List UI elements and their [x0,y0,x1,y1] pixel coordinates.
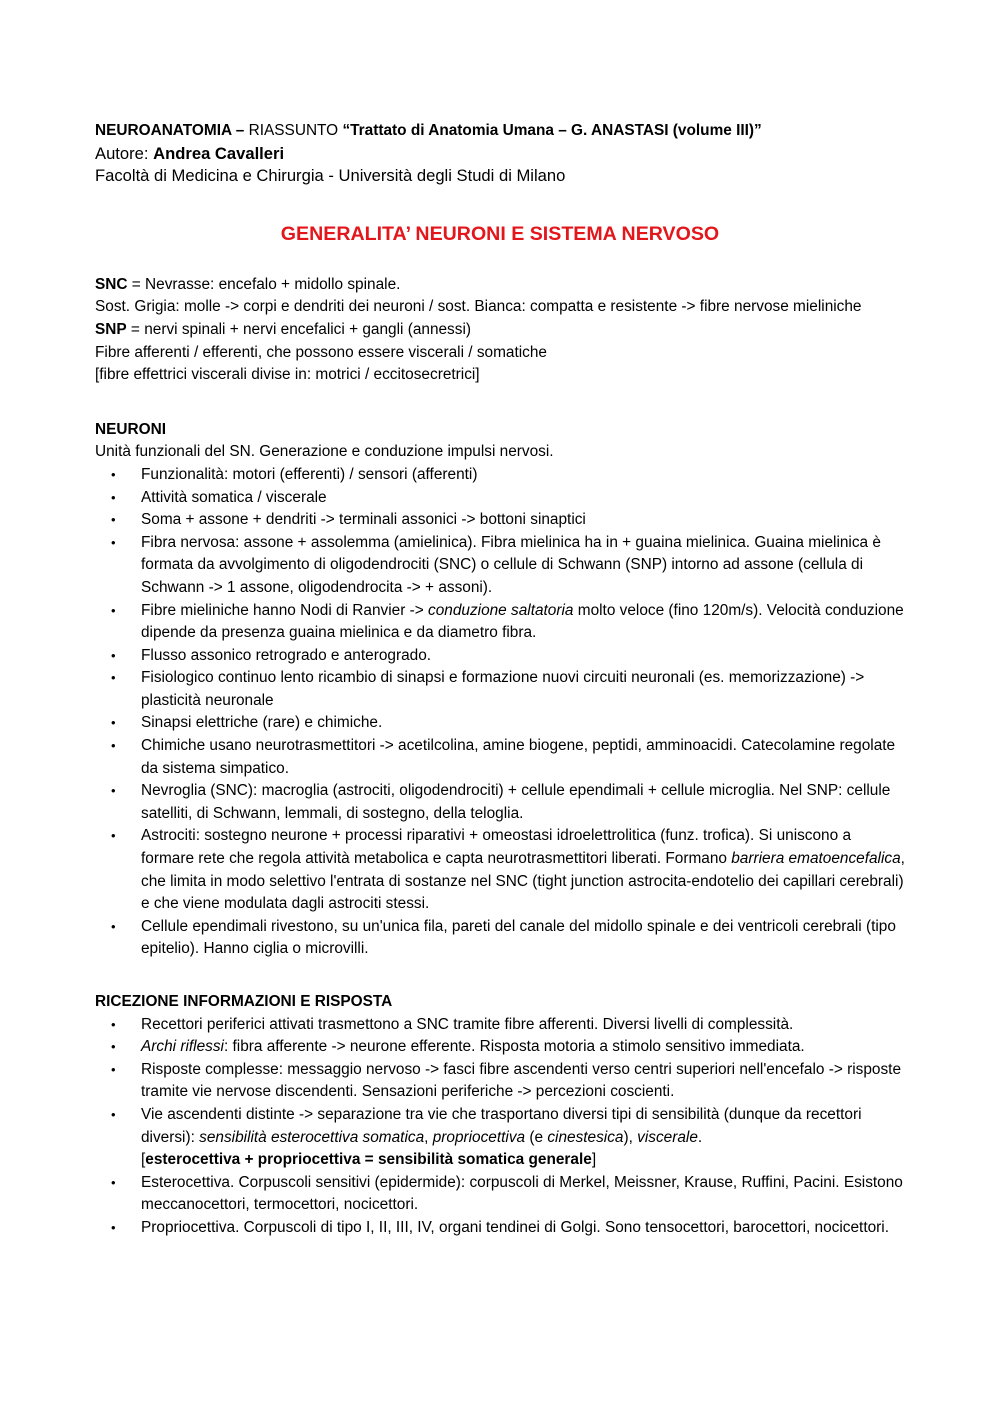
list-item-text: Astrociti: sostegno neurone + processi riparativi + omeostasi idroelettrolitica (funz. trofica). Si uniscono a formare rete che regola attività metabolica e capta neurotrasmettitori liberati. Formano [141,827,852,868]
bullet-icon: • [111,512,116,528]
header-faculty-line: Facoltà di Medicina e Chirurgia - Università degli Studi di Milano [95,166,566,186]
list-item [95,712,905,735]
list-item [95,1104,905,1172]
list-item-text: , che limita in modo selettivo l'entrata di sostanze nel SNC (tight junction astrocita-endotelio dei capillari cerebrali) e che viene modulata dagli astrociti stessi. [141,850,905,913]
list-item [95,1172,905,1217]
list-item-text: . [697,1128,703,1146]
list-item [95,532,905,600]
list-item [95,1036,905,1059]
header-course-line [95,120,905,143]
header-author-line [95,143,905,166]
list-item-emphasis: viscerale [637,1128,698,1146]
list-item [95,487,905,510]
book-title: “Trattato di Anatomia Umana – G. ANASTASI (volume III)” [342,122,762,139]
author-name: Andrea Cavalleri [153,143,285,163]
bullet-icon: • [111,1016,116,1032]
list-item-text: Recettori periferici attivati trasmettono a SNC tramite fibre afferenti. Diversi livelli di complessità. [141,1015,794,1033]
list-item [95,735,905,780]
snp-definition [95,319,905,342]
list-item-text: Fibra nervosa: assone + assolemma (amielinica). Fibra mielinica ha in + guaina mielinica. Guaina mielinica è formata da avvolgimento di oligodendrociti (SNC) o cellule di Schwann (SNP) intorno ad assone (cellula di Schwann -> 1 assone, oligodendrocita -> + assoni). [141,533,881,596]
list-item [95,1014,905,1037]
section-heading-ricezione: RICEZIONE INFORMAZIONI E RISPOSTA [95,993,393,1010]
bullet-icon: • [111,1061,116,1077]
list-item-text: molto veloce (fino 120m/s). Velocità conduzione dipende da presenza guaina mielinica e da diametro fibra. [141,601,904,642]
neuroni-list [95,464,905,961]
section-heading-neuroni: NEURONI [95,420,166,438]
list-item-text: Flusso assonico retrogrado e anterogrado. [141,646,432,664]
snp-label: SNP [95,320,127,338]
list-item-strong: esterocettiva + propriocettiva = sensibilità somatica generale [145,1151,592,1169]
list-item-emphasis: barriera ematoencefalica [731,850,901,868]
document-title: GENERALITA’ NEURONI E SISTEMA NERVOSO [280,222,720,245]
list-item-text: [ [141,1151,146,1169]
list-item-text: Vie ascendenti distinte -> separazione tra vie che trasportano diversi tipi di sensibilità (dunque da recettori diversi): [141,1105,862,1146]
bullet-icon: • [111,1174,116,1190]
ricezione-list [95,1014,905,1240]
fibre-effettrici-note: [fibre effettrici viscerali divise in: motrici / eccitosecretrici] [95,366,480,384]
bullet-icon: • [111,918,116,934]
fibre-definition: Fibre afferenti / efferenti, che possono essere viscerali / somatiche [95,343,547,361]
sostanza-definition: Sost. Grigia: molle -> corpi e dendriti dei neuroni / sost. Bianca: compatta e resistente -> fibre nervose mieliniche [95,298,862,316]
list-item-text: Soma + assone + dendriti -> terminali assonici -> bottoni sinaptici [141,511,586,529]
list-item-emphasis: Archi riflessi [141,1038,224,1056]
list-item-text: , [424,1128,433,1146]
list-item-emphasis: cinestesica [547,1128,624,1146]
list-item-text: Chimiche usano neurotrasmettitori -> acetilcolina, amine biogene, peptidi, amminoacidi. Catecolamine regolate da sistema simpatico. [141,737,896,777]
bullet-icon: • [111,783,116,799]
list-item [95,780,905,825]
snc-label: SNC [95,275,128,293]
bullet-icon: • [111,602,116,618]
bullet-icon: • [111,1106,116,1122]
snc-definition [95,274,905,297]
list-item [95,667,905,712]
course-name: NEUROANATOMIA [95,122,232,139]
bullet-icon: • [111,466,116,482]
author-label: Autore: [95,143,154,163]
list-item [95,1217,905,1240]
list-item-emphasis: sensibilità esterocettiva somatica [199,1128,425,1146]
list-item [95,509,905,532]
list-item [95,1059,905,1104]
list-item-text: (e [525,1128,548,1146]
list-item-text: ), [623,1128,638,1146]
list-item-text: : fibra afferente -> neurone efferente. Risposta motoria a stimolo sensitivo immediata. [223,1038,805,1056]
summary-label: RIASSUNTO [248,122,343,139]
list-item [95,645,905,668]
bullet-icon: • [111,1039,116,1055]
bullet-icon: • [111,670,116,686]
list-item-text: Nevroglia (SNC): macroglia (astrociti, oligodendrociti) + cellule ependimali + cellule microglia. Nel SNP: cellule satelliti, di Schwann, lemmali, di sostegno, della teloglia. [141,782,891,822]
bullet-icon: • [111,828,116,844]
list-item-text: Attività somatica / viscerale [141,488,327,506]
bullet-icon: • [111,647,116,663]
list-item-text: Funzionalità: motori (efferenti) / sensori (afferenti) [141,465,478,483]
list-item-text: Fibre mieliniche hanno Nodi di Ranvier -> [141,601,429,619]
list-item-text: Fisiologico continuo lento ricambio di sinapsi e formazione nuovi circuiti neuronali (es. memorizzazione) -> plasticità neuronale [141,669,865,709]
list-item-text: ] [591,1151,597,1169]
snc-text: = Nevrasse: encefalo + midollo spinale. [127,275,401,293]
document-page [95,120,905,1240]
bullet-icon: • [111,715,116,731]
header-dash: – [231,122,249,139]
bullet-icon: • [111,738,116,754]
list-item-text: Sinapsi elettriche (rare) e chimiche. [141,714,383,732]
list-item [95,825,905,915]
neuroni-intro: Unità funzionali del SN. Generazione e conduzione impulsi nervosi. [95,443,554,461]
snp-text: = nervi spinali + nervi encefalici + gangli (annessi) [126,320,471,338]
bullet-icon: • [111,1219,116,1235]
bullet-icon: • [111,489,116,505]
list-item-emphasis: propriocettiva [432,1128,526,1146]
bullet-icon: • [111,534,116,550]
list-item-text: Propriocettiva. Corpuscoli di tipo I, II, III, IV, organi tendinei di Golgi. Sono tensocettori, barocettori, nocicettori. [141,1218,889,1236]
list-item [95,916,905,961]
list-item-text: Risposte complesse: messaggio nervoso -> fasci fibre ascendenti verso centri superiori nell'encefalo -> risposte tramite vie nervose discendenti. Sensazioni periferiche -> percezioni coscienti. [141,1060,902,1101]
list-item-emphasis: conduzione saltatoria [428,601,574,619]
list-item [95,600,905,645]
list-item-text: Cellule ependimali rivestono, su un'unica fila, pareti del canale del midollo spinale e dei ventricoli cerebrali (tipo epitelio). Hanno ciglia o microvilli. [141,917,896,958]
list-item-text: Esterocettiva. Corpuscoli sensitivi (epidermide): corpuscoli di Merkel, Meissner, Krause, Ruffini, Pacini. Esistono meccanocettori, termocettori, nocicettori. [141,1173,903,1214]
list-item [95,464,905,487]
